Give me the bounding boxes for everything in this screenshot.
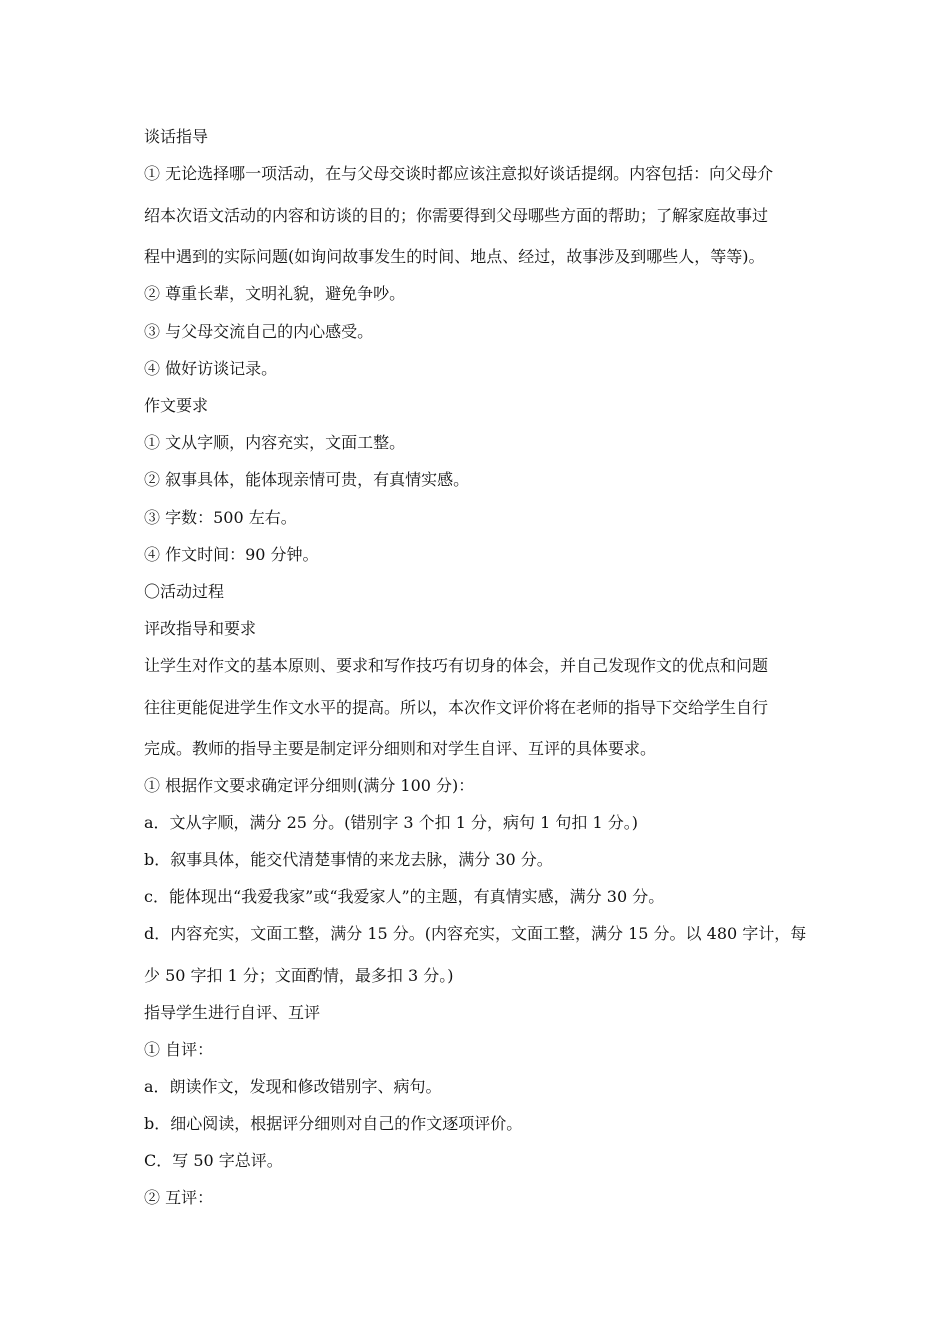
heading-revision-guidance: 评改指导和要求 [144,619,257,638]
paragraph-line: 往往更能促进学生作文水平的提高。所以，本次作文评价将在老师的指导下交给学生自行 [144,698,769,717]
heading-self-peer-review: 指导学生进行自评、互评 [144,1003,321,1022]
list-item: a．朗读作文，发现和修改错别字、病句。 [144,1077,442,1096]
list-item: 少 50 字扣 1 分；文面酌情，最多扣 3 分。) [144,966,454,985]
list-item: ① 文从字顺，内容充实，文面工整。 [144,433,406,452]
list-item: a．文从字顺，满分 25 分。(错别字 3 个扣 1 分，病句 1 句扣 1 分。) [144,813,638,832]
list-item: ① 根据作文要求确定评分细则(满分 100 分)： [144,776,475,795]
list-item: ① 自评： [144,1040,214,1059]
list-item: d．内容充实，文面工整，满分 15 分。(内容充实，文面工整，满分 15 分。以 480 字计，每 [144,924,807,943]
list-item: ④ 做好访谈记录。 [144,359,278,378]
heading-activity-process: 〇活动过程 [144,582,225,601]
heading-talk-guidance: 谈话指导 [144,127,209,146]
list-item: ③ 字数：500 左右。 [144,508,297,527]
heading-writing-requirements: 作文要求 [144,396,209,415]
list-item: b．细心阅读，根据评分细则对自己的作文逐项评价。 [144,1114,523,1133]
list-item: ② 叙事具体，能体现亲情可贵，有真情实感。 [144,470,470,489]
paragraph-line: 绍本次语文活动的内容和访谈的目的；你需要得到父母哪些方面的帮助；了解家庭故事过 [144,206,769,225]
list-item: b．叙事具体，能交代清楚事情的来龙去脉，满分 30 分。 [144,850,553,869]
list-item: ④ 作文时间：90 分钟。 [144,545,319,564]
paragraph-line: 让学生对作文的基本原则、要求和写作技巧有切身的体会，并自己发现作文的优点和问题 [144,656,769,675]
paragraph-line: 完成。教师的指导主要是制定评分细则和对学生自评、互评的具体要求。 [144,739,657,758]
list-item: c．能体现出“我爱我家”或“我爱家人”的主题，有真情实感，满分 30 分。 [144,887,665,906]
paragraph-line: ① 无论选择哪一项活动，在与父母交谈时都应该注意拟好谈话提纲。内容包括：向父母介 [144,164,774,183]
list-item: ③ 与父母交流自己的内心感受。 [144,322,374,341]
list-item: ② 互评： [144,1188,214,1207]
list-item: C．写 50 字总评。 [144,1151,283,1170]
paragraph-line: 程中遇到的实际问题(如询问故事发生的时间、地点、经过，故事涉及到哪些人，等等)。 [144,247,765,266]
list-item: ② 尊重长辈，文明礼貌，避免争吵。 [144,284,406,303]
